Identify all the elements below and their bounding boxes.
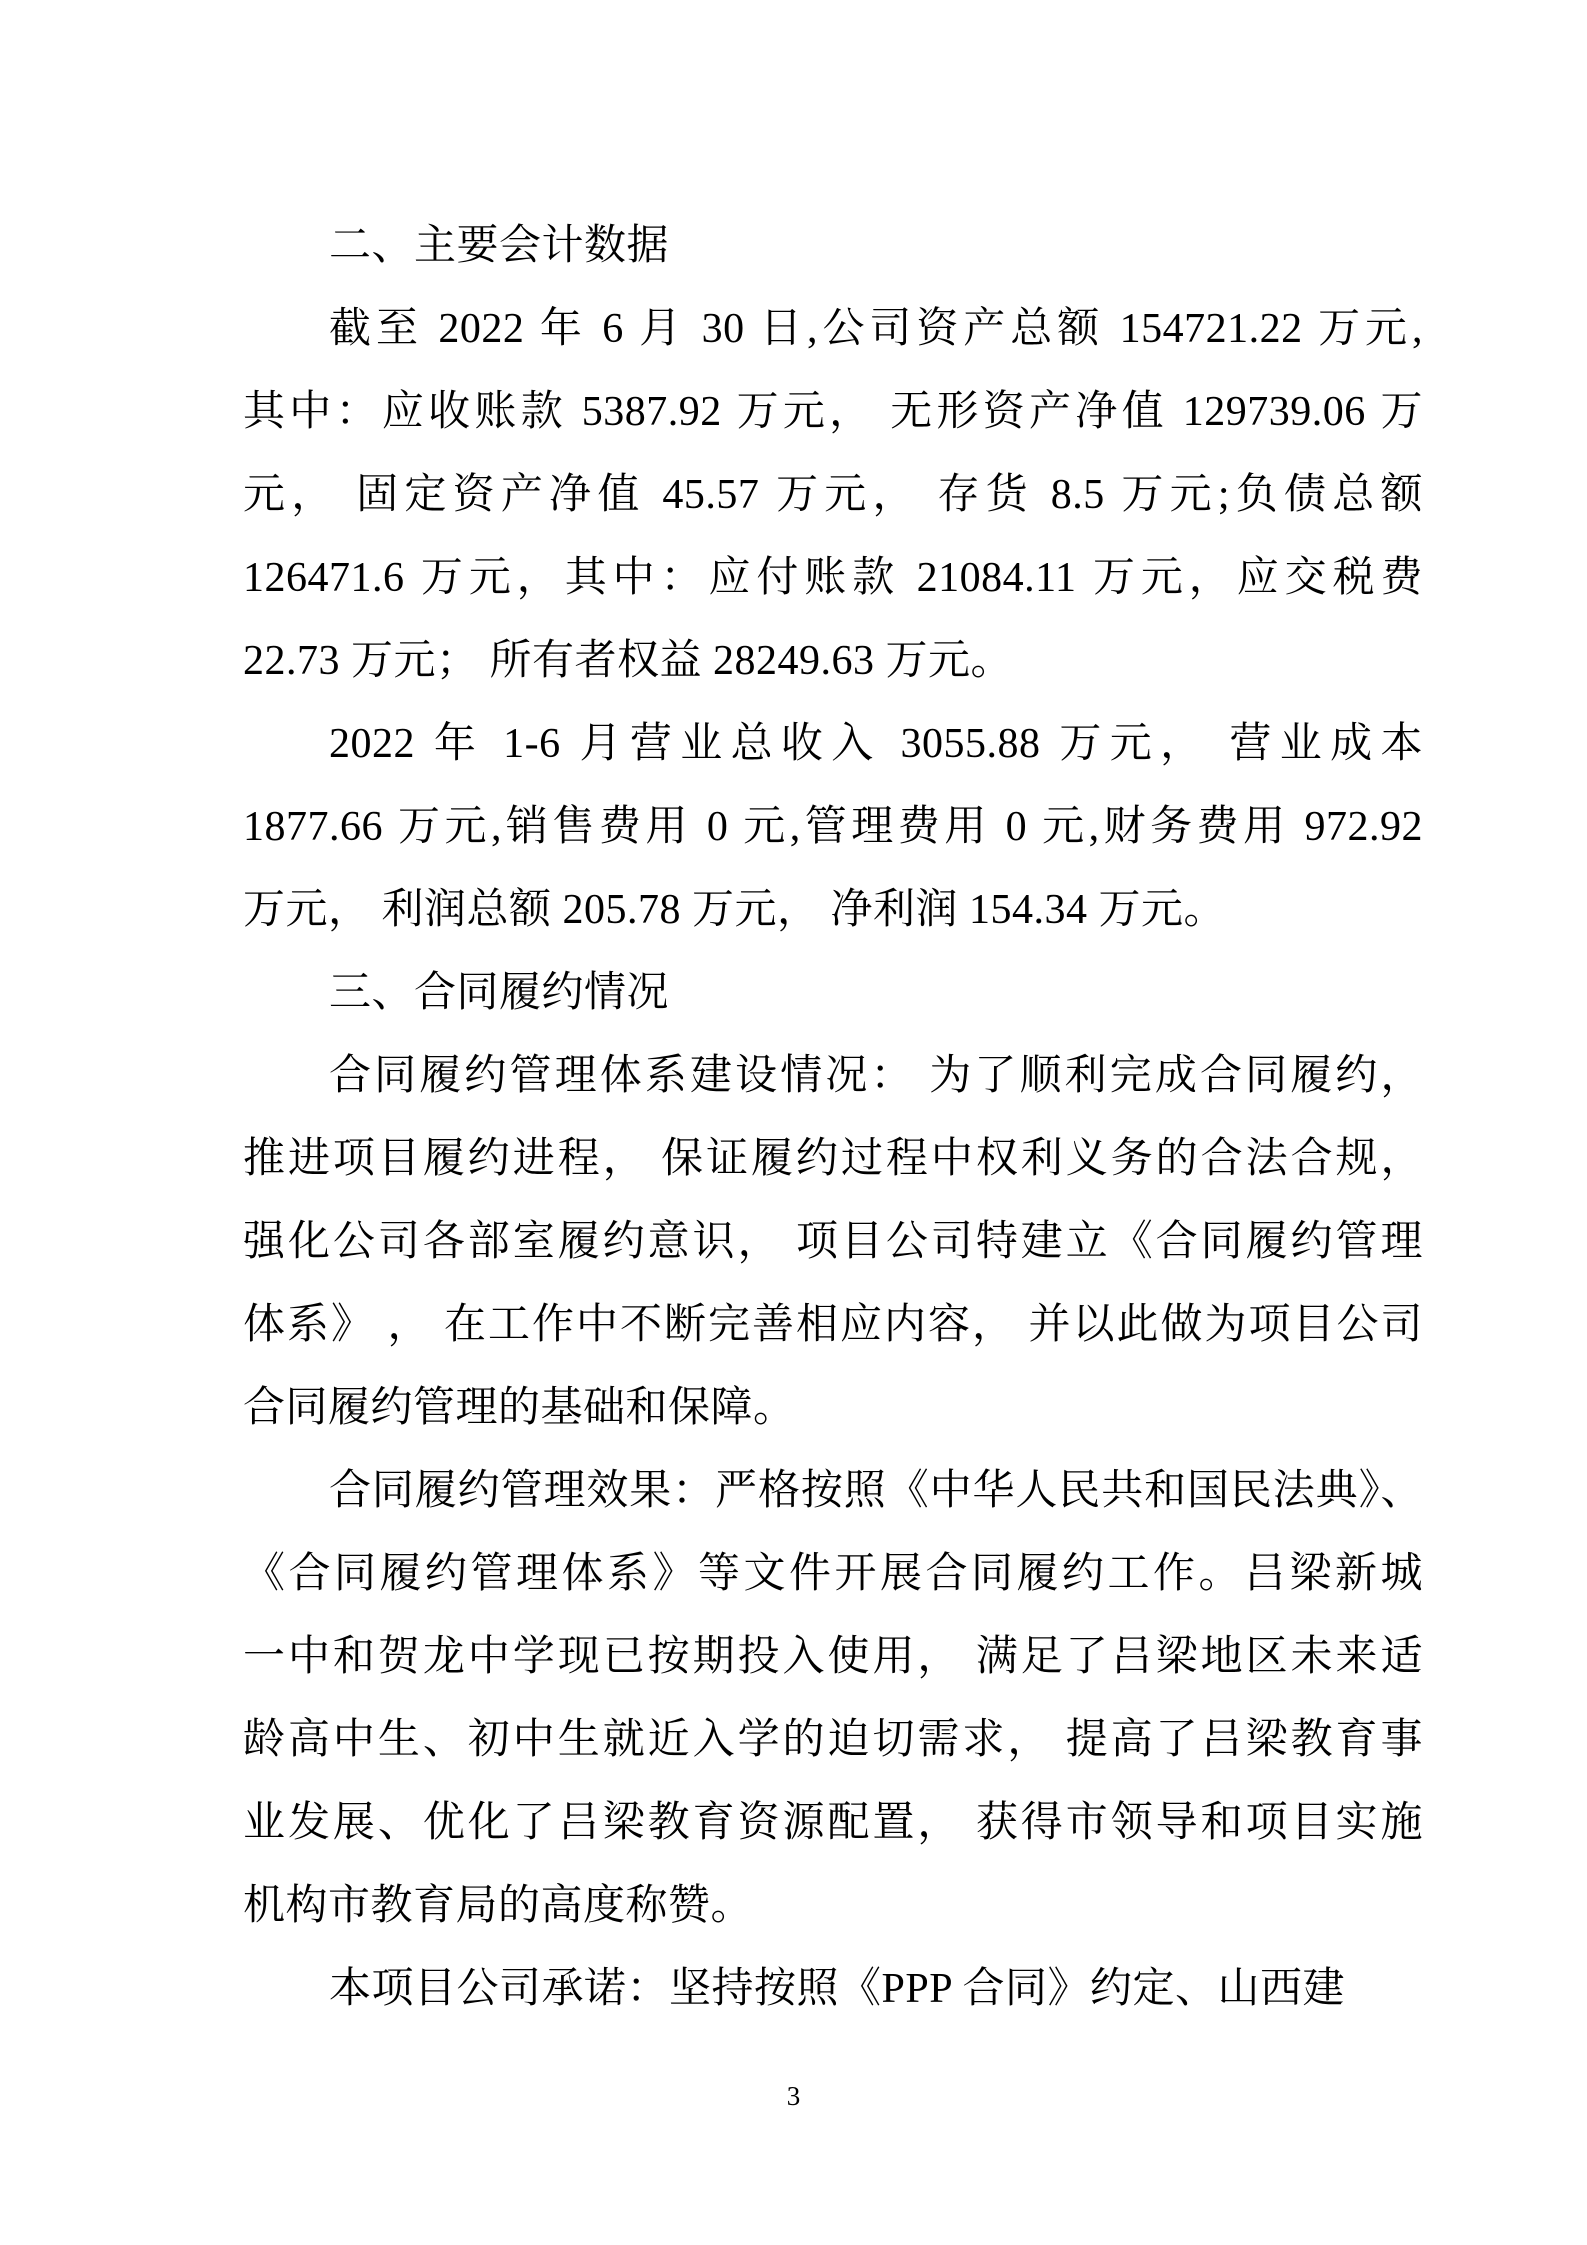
section-heading bbox=[243, 205, 1423, 288]
paragraph bbox=[243, 1450, 1423, 1948]
text-line: 其中：应收账款 5387.92 万元， 无形资产净值 129739.06 万 bbox=[243, 389, 1423, 435]
text-line: 2022 年 1-6 月营业总收入 3055.88 万元， 营业成本 bbox=[329, 721, 1423, 767]
text-line: 万元， 利润总额 205.78 万元， 净利润 154.34 万元。 bbox=[243, 887, 1227, 933]
text-line: 《合同履约管理体系》等文件开展合同履约工作。吕梁新城 bbox=[243, 1551, 1423, 1597]
text-line: 一中和贺龙中学现已按期投入使用， 满足了吕梁地区未来适 bbox=[243, 1634, 1423, 1680]
section-heading bbox=[243, 952, 1423, 1035]
paragraph bbox=[243, 1948, 1423, 2031]
text-line: 本项目公司承诺：坚持按照《PPP 合同》约定、山西建 bbox=[329, 1966, 1346, 2012]
text-line: 126471.6 万元，其中：应付账款 21084.11 万元，应交税费 bbox=[243, 555, 1423, 601]
text-line: 强化公司各部室履约意识， 项目公司特建立《合同履约管理 bbox=[243, 1219, 1423, 1265]
paragraph bbox=[243, 703, 1423, 952]
heading-line: 二、主要会计数据 bbox=[329, 223, 670, 269]
paragraph bbox=[243, 288, 1423, 703]
text-line: 龄高中生、初中生就近入学的迫切需求， 提高了吕梁教育事 bbox=[243, 1717, 1423, 1763]
heading-line: 三、合同履约情况 bbox=[329, 970, 670, 1016]
text-line: 合同履约管理效果：严格按照《中华人民共和国民法典》、 bbox=[329, 1468, 1423, 1514]
paragraph bbox=[243, 1035, 1423, 1450]
document-body bbox=[243, 205, 1423, 2031]
text-line: 推进项目履约进程， 保证履约过程中权利义务的合法合规， bbox=[243, 1136, 1423, 1182]
text-line: 元， 固定资产净值 45.57 万元， 存货 8.5 万元;负债总额 bbox=[243, 472, 1423, 518]
page-number: 3 bbox=[786, 2081, 801, 2111]
text-line: 合同履约管理的基础和保障。 bbox=[243, 1385, 796, 1431]
text-line: 体系》 ， 在工作中不断完善相应内容， 并以此做为项目公司 bbox=[243, 1302, 1423, 1348]
text-line: 合同履约管理体系建设情况： 为了顺利完成合同履约， bbox=[329, 1053, 1423, 1099]
text-line: 业发展、优化了吕梁教育资源配置， 获得市领导和项目实施 bbox=[243, 1800, 1423, 1846]
text-line: 机构市教育局的高度称赞。 bbox=[243, 1883, 754, 1929]
text-line: 1877.66 万元,销售费用 0 元,管理费用 0 元,财务费用 972.92 bbox=[243, 804, 1423, 850]
text-line: 22.73 万元； 所有者权益 28249.63 万元。 bbox=[243, 638, 1014, 684]
text-line: 截至 2022 年 6 月 30 日,公司资产总额 154721.22 万元, bbox=[329, 306, 1423, 352]
